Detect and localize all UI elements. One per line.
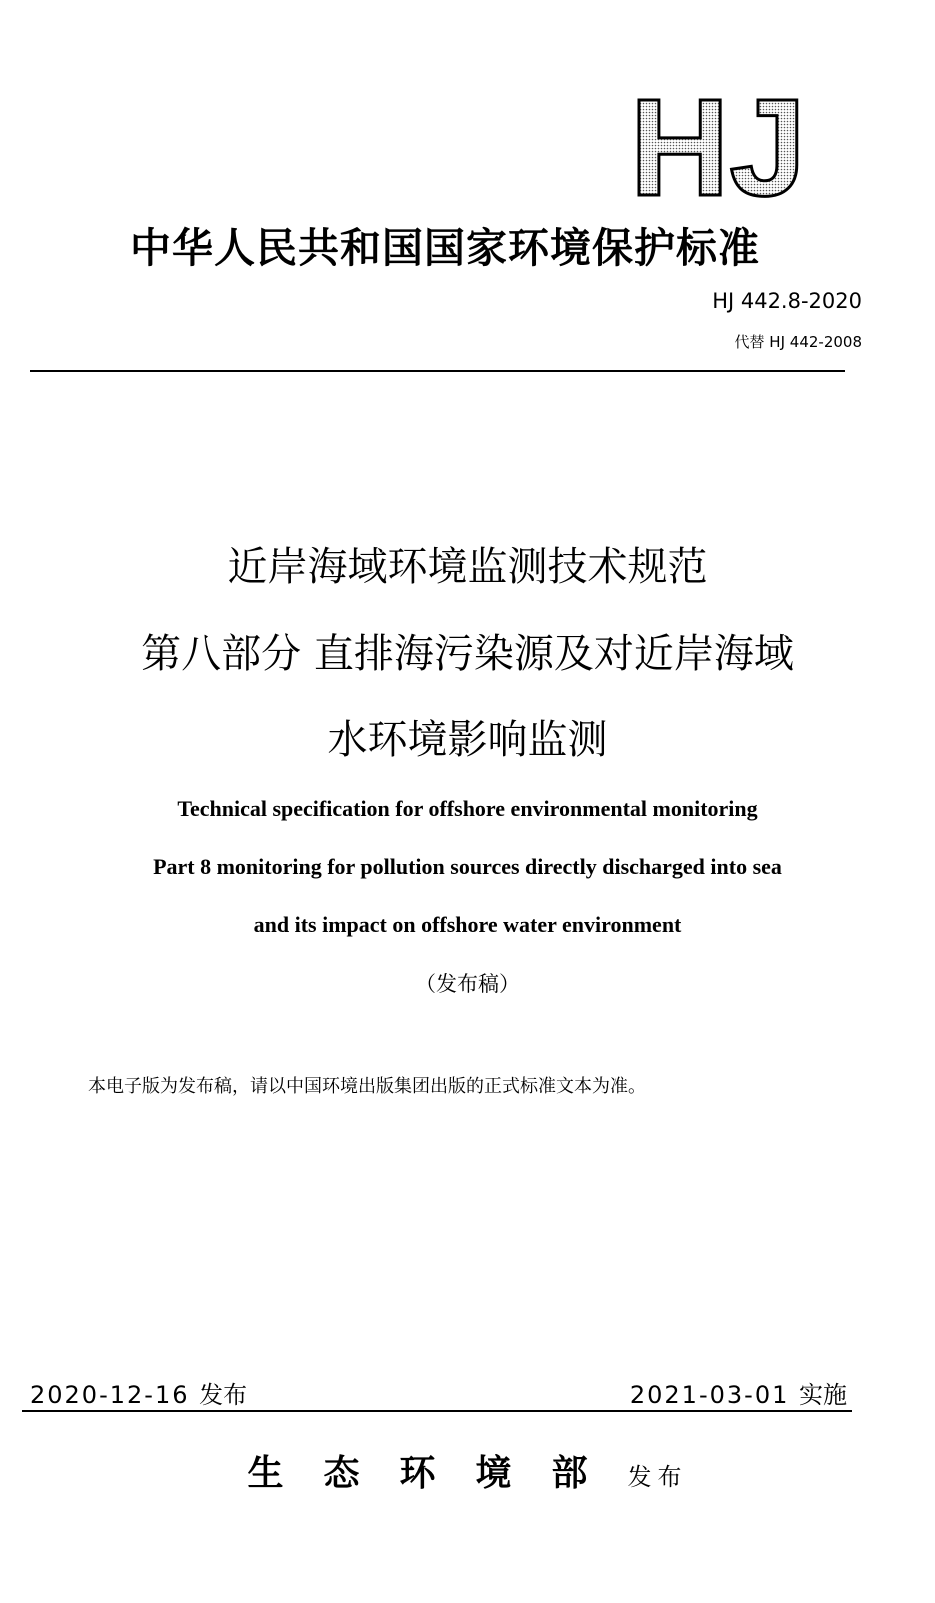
header-divider <box>30 370 845 372</box>
implementation-date-value: 2021-03-01 <box>629 1381 790 1409</box>
title-en-line2: Part 8 monitoring for pollution sources directly discharged into sea <box>153 854 782 879</box>
publisher <box>0 1445 935 1496</box>
issue-date <box>30 1375 247 1410</box>
implementation-label: 实施 <box>799 1381 847 1409</box>
electronic-version-notice: 本电子版为发布稿，请以中国环境出版集团出版的正式标准文本为准。 <box>88 1076 646 1097</box>
publisher-name: 生态环境部 <box>247 1452 628 1494</box>
replaces-standard: 代替 HJ 442-2008 <box>734 333 862 351</box>
title-en-line1: Technical specification for offshore environmental monitoring <box>177 796 758 821</box>
hj-logo-text: HJ <box>629 75 807 213</box>
draft-label: （发布稿） <box>415 972 520 996</box>
title-zh-line2: 第八部分 直排海污染源及对近岸海域 <box>141 631 794 677</box>
standard-code: HJ 442.8-2020 <box>712 289 862 313</box>
title-zh-line3: 水环境影响监测 <box>327 717 608 763</box>
organization-title: 中华人民共和国国家环境保护标准 <box>130 224 760 272</box>
title-en-line3: and its impact on offshore water environment <box>253 912 682 937</box>
title-zh-line1: 近岸海域环境监测技术规范 <box>227 544 708 590</box>
publisher-action: 发布 <box>627 1463 688 1491</box>
footer-divider <box>22 1410 852 1412</box>
implementation-date <box>630 1375 847 1410</box>
issue-label: 发布 <box>199 1381 248 1409</box>
issue-date-value: 2020-12-16 <box>30 1381 190 1409</box>
hj-logo <box>600 75 830 213</box>
